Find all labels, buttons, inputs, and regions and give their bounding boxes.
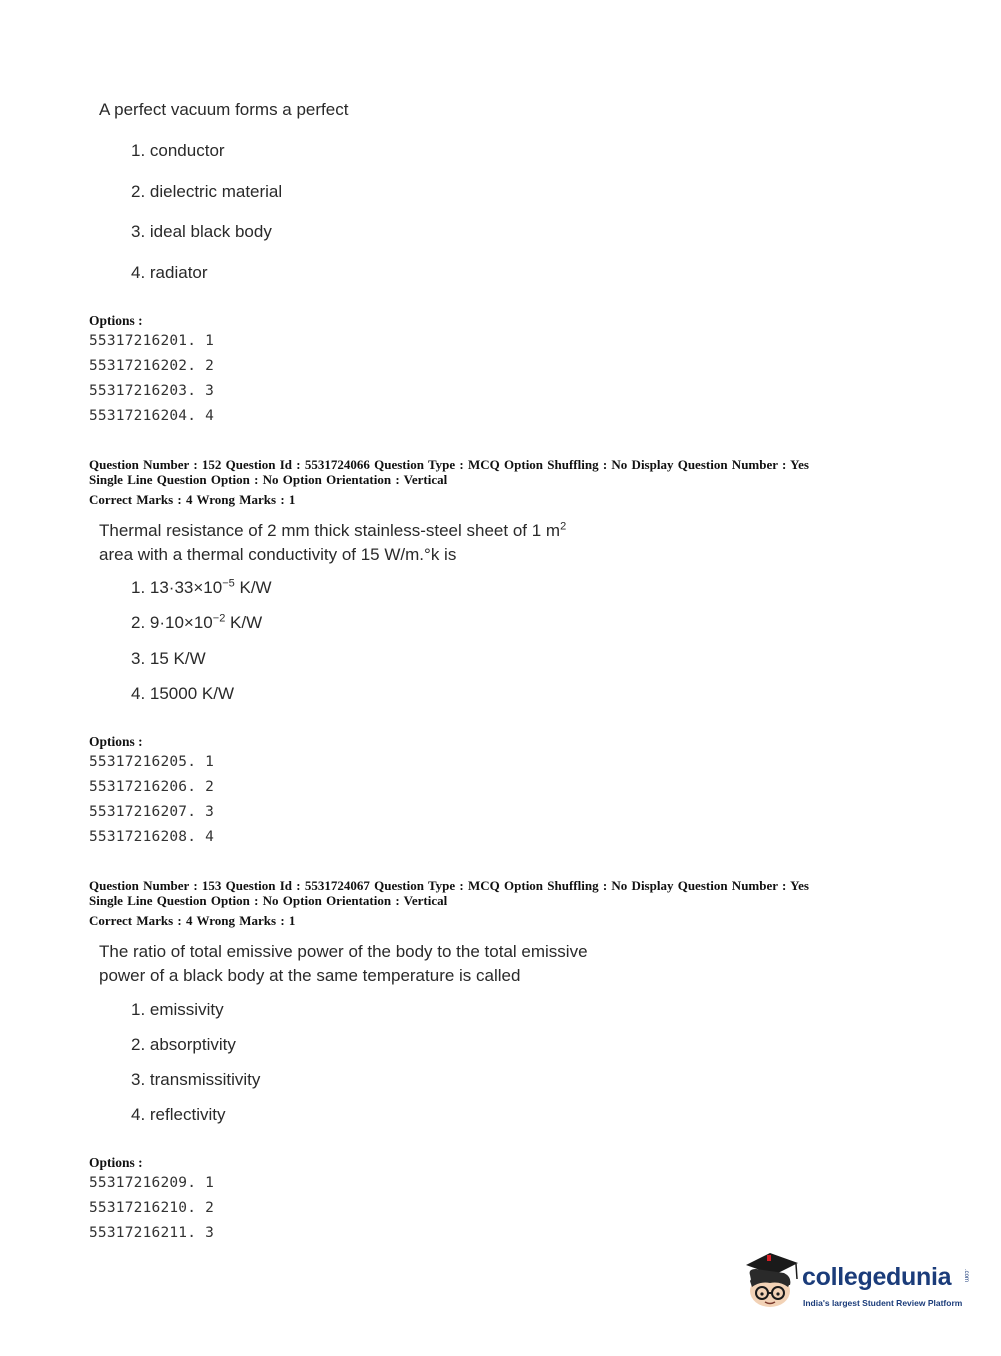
q2-choice-3: 3. 15 K/W xyxy=(131,649,206,668)
q3-text-line1: The ratio of total emissive power of the body to the total emissive xyxy=(99,942,588,961)
q1-choice-4: 4. radiator xyxy=(131,263,208,282)
q2-choice-1-base: 1. 13·33×10 xyxy=(131,578,223,597)
q3-meta-line1: Question Number : 153 Question Id : 5531724067 Question Type : MCQ Option Shuffling : No Display Question Number : Yes xyxy=(89,878,809,893)
q1-option-1: 55317216201. 1 xyxy=(89,333,215,349)
q3-choice-3: 3. transmissitivity xyxy=(131,1070,261,1089)
q2-meta-line2: Single Line Question Option : No Option Orientation : Vertical xyxy=(89,472,448,487)
q3-option-3: 55317216211. 3 xyxy=(89,1225,215,1241)
q3-choice-2: 2. absorptivity xyxy=(131,1035,236,1054)
q2-choice-2-unit: K/W xyxy=(225,613,263,632)
q3-option-2: 55317216210. 2 xyxy=(89,1200,215,1216)
q2-text xyxy=(99,519,566,567)
q3-choice-4: 4. reflectivity xyxy=(131,1105,226,1124)
q3-meta-line2: Single Line Question Option : No Option Orientation : Vertical xyxy=(89,893,448,908)
q1-option-4: 55317216204. 4 xyxy=(89,408,215,424)
q2-choice-2 xyxy=(131,613,262,633)
q2-text-sup: 2 xyxy=(560,520,567,533)
q1-choice-2: 2. dielectric material xyxy=(131,182,283,201)
student-mascot-icon xyxy=(740,1245,802,1320)
q1-option-2: 55317216202. 2 xyxy=(89,358,215,374)
q2-choice-1-unit: K/W xyxy=(234,578,272,597)
q3-text xyxy=(99,940,588,988)
q2-option-1: 55317216205. 1 xyxy=(89,754,215,770)
logo-tagline: India's largest Student Review Platform xyxy=(803,1298,963,1308)
q3-text-line2: power of a black body at the same temperature is called xyxy=(99,966,521,985)
logo-wordmark: collegedunia xyxy=(802,1263,952,1291)
q2-meta-line1: Question Number : 152 Question Id : 5531724066 Question Type : MCQ Option Shuffling : No Display Question Number : Yes xyxy=(89,457,809,472)
logo-com: .com xyxy=(963,1269,969,1283)
q2-choice-1 xyxy=(131,578,272,598)
q3-options-label: Options : xyxy=(89,1155,143,1170)
q2-text-line2: area with a thermal conductivity of 15 W/m.°k is xyxy=(99,545,457,564)
collegedunia-logo[interactable] xyxy=(740,1245,970,1320)
q2-choice-4: 4. 15000 K/W xyxy=(131,684,235,703)
q2-option-3: 55317216207. 3 xyxy=(89,804,215,820)
q1-options-label: Options : xyxy=(89,313,143,328)
q1-choice-1: 1. conductor xyxy=(131,141,225,160)
q3-option-1: 55317216209. 1 xyxy=(89,1175,215,1191)
q1-choice-3: 3. ideal black body xyxy=(131,222,272,241)
q2-options-label: Options : xyxy=(89,734,143,749)
q2-option-4: 55317216208. 4 xyxy=(89,829,215,845)
q1-option-3: 55317216203. 3 xyxy=(89,383,215,399)
q2-choice-2-base: 2. 9·10×10 xyxy=(131,613,213,632)
q1-text: A perfect vacuum forms a perfect xyxy=(99,100,349,119)
q2-choice-1-exp: −5 xyxy=(222,577,235,590)
q2-text-line1: Thermal resistance of 2 mm thick stainless-steel sheet of 1 m xyxy=(99,521,561,540)
q2-choice-2-exp: −2 xyxy=(212,612,226,625)
q3-choice-1: 1. emissivity xyxy=(131,1000,224,1019)
q2-option-2: 55317216206. 2 xyxy=(89,779,215,795)
q2-meta-line3: Correct Marks : 4 Wrong Marks : 1 xyxy=(89,492,296,507)
q3-meta-line3: Correct Marks : 4 Wrong Marks : 1 xyxy=(89,913,296,928)
